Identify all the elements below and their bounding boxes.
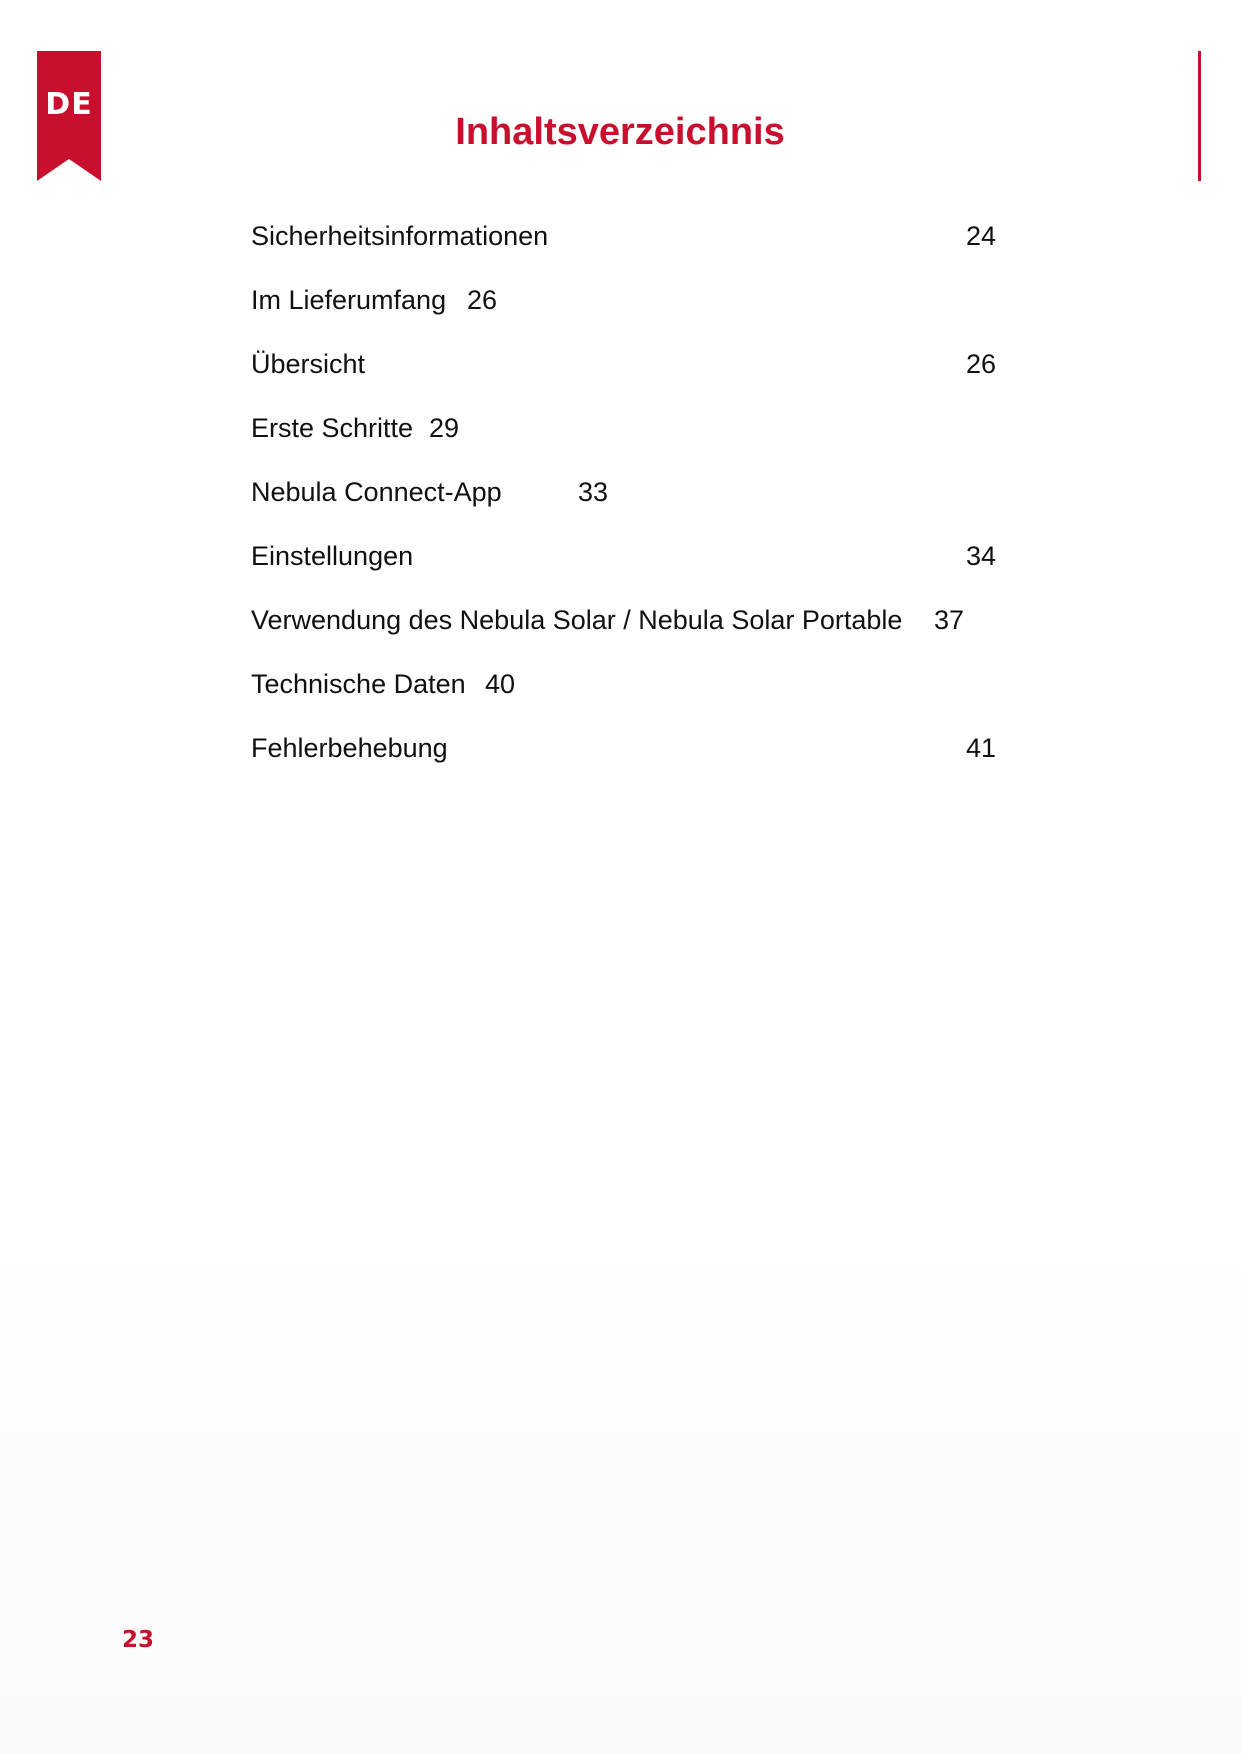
toc-entry[interactable] <box>251 340 1011 404</box>
toc-entry-title: Übersicht <box>251 349 366 379</box>
toc-entry-page: 26 <box>467 285 498 315</box>
language-label: DE <box>45 87 93 122</box>
toc-entry[interactable] <box>251 468 1011 532</box>
toc-entry[interactable] <box>251 724 1011 788</box>
toc-entry-title: Im Lieferumfang <box>251 285 447 315</box>
toc-entry-page: 26 <box>966 349 997 379</box>
page-title: Inhaltsverzeichnis <box>455 111 785 153</box>
toc-entry[interactable] <box>251 660 1011 724</box>
toc-entry-page: 40 <box>485 669 516 699</box>
toc-entry-page: 37 <box>934 605 965 635</box>
toc-entry-page: 34 <box>966 541 997 571</box>
toc-entry-title: Verwendung des Nebula Solar / Nebula Solar Portable <box>251 605 903 635</box>
toc-entry-page: 24 <box>966 221 997 251</box>
toc-entry[interactable] <box>251 404 1011 468</box>
toc-entry-title: Erste Schritte <box>251 413 414 443</box>
toc-entry-title: Einstellungen <box>251 541 414 571</box>
language-tab <box>37 51 101 181</box>
toc-entry-title: Technische Daten <box>251 669 466 699</box>
toc-entry[interactable] <box>251 212 1011 276</box>
toc-entry[interactable] <box>251 276 1011 340</box>
toc-entry-title: Fehlerbehebung <box>251 733 448 763</box>
header-rule <box>1198 51 1201 181</box>
toc-entry[interactable] <box>251 532 1011 596</box>
toc-entry-title: Sicherheitsinformationen <box>251 221 549 251</box>
toc-entry-page: 29 <box>429 413 460 443</box>
toc-entry-title: Nebula Connect-App <box>251 477 502 507</box>
toc-entry-page: 33 <box>578 477 609 507</box>
table-of-contents <box>251 212 1011 788</box>
toc-entry-page: 41 <box>966 733 997 763</box>
toc-entry[interactable] <box>251 596 1011 660</box>
page-number: 23 <box>122 1627 155 1653</box>
